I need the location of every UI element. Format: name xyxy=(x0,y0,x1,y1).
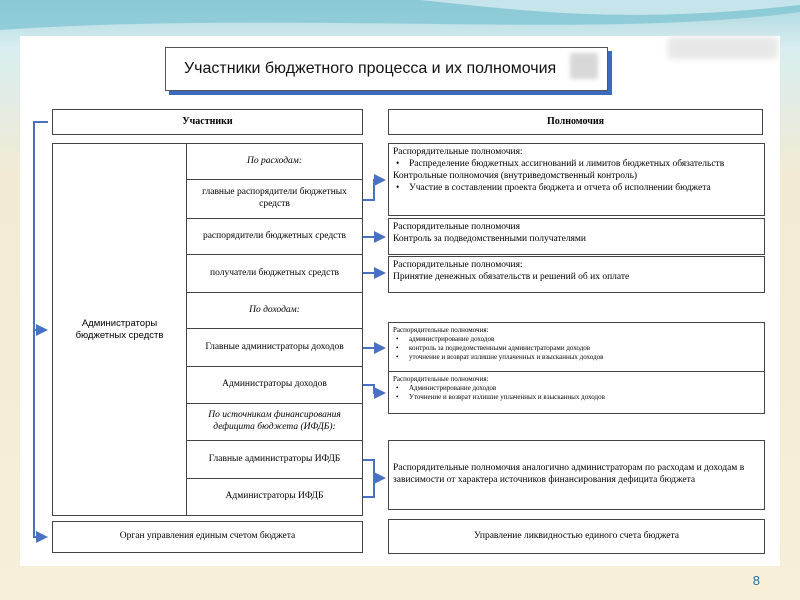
admin-block xyxy=(52,143,187,516)
powers-header: Полномочия xyxy=(388,109,763,135)
powers-main-revenue-admins xyxy=(388,322,765,372)
powers-managers-line2: Контроль за подведомственными получателями xyxy=(393,233,587,244)
page-number: 8 xyxy=(752,573,760,588)
powers-main-revenue-line1: Распорядительные полномочия: xyxy=(393,326,489,334)
powers-revenue-line1: Распорядительные полномочия: xyxy=(393,375,489,383)
powers-main-managers-bullet1: • Распределение бюджетных ассигнований и лимитов бюджетных обязательств xyxy=(393,159,760,171)
powers-single-account: Управление ликвидностью единого счета бюджета xyxy=(388,519,765,554)
powers-main-revenue-bullet: • контроль за подведомственными администраторами доходов xyxy=(393,344,760,353)
blurred-mark xyxy=(570,53,598,79)
powers-main-managers-bullet2: • Участие в составлении проекта бюджета и отчета об исполнении бюджета xyxy=(393,183,760,195)
powers-recipients-line1: Распорядительные полномочия: xyxy=(393,260,523,270)
participant-main-ifdb-admins: Главные администраторы ИФДБ xyxy=(186,440,363,479)
section-revenues: По доходам: xyxy=(186,292,363,329)
powers-ifdb-text: Распорядительные полномочия аналогично администраторам по расходам и доходам в зависимости от характера источников финансирования дефицита бюджета xyxy=(393,463,745,485)
blurred-logo xyxy=(668,37,778,59)
participant-managers: распорядители бюджетных средств xyxy=(186,218,363,255)
participant-revenue-admins: Администраторы доходов xyxy=(186,366,363,404)
section-ifdb: По источникам финансирования дефицита бюджета (ИФДБ): xyxy=(186,403,363,441)
page-title: Участники бюджетного процесса и их полномочия xyxy=(184,60,557,77)
powers-managers xyxy=(388,218,765,255)
powers-main-managers-line1: Распорядительные полномочия: xyxy=(393,147,523,157)
title-box xyxy=(165,47,608,91)
participant-ifdb-admins: Администраторы ИФДБ xyxy=(186,478,363,516)
participant-recipients: получатели бюджетных средств xyxy=(186,254,363,293)
powers-main-managers xyxy=(388,143,765,216)
participant-main-managers: главные распорядители бюджетных средств xyxy=(186,179,363,219)
powers-main-revenue-bullet: • администрирование доходов xyxy=(393,335,760,344)
powers-revenue-bullet: • Администрирование доходов xyxy=(393,384,760,393)
powers-revenue-bullet: • Уточнение и возврат излишне уплаченных и взысканных доходов xyxy=(393,393,760,402)
section-expenses: По расходам: xyxy=(186,143,363,180)
participant-main-revenue-admins: Главные администраторы доходов xyxy=(186,328,363,367)
admin-label: Администраторы бюджетных средств xyxy=(75,317,164,341)
powers-managers-line1: Распорядительные полномочия xyxy=(393,222,520,232)
powers-ifdb xyxy=(388,440,765,510)
participants-header: Участники xyxy=(52,109,363,135)
powers-recipients-line2: Принятие денежных обязательств и решений об их оплате xyxy=(393,271,630,282)
powers-revenue-admins xyxy=(388,371,765,414)
participant-single-account-body: Орган управления единым счетом бюджета xyxy=(52,521,363,553)
powers-main-managers-line2: Контрольные полномочия (внутриведомственный контроль) xyxy=(393,170,638,181)
powers-recipients xyxy=(388,256,765,293)
powers-main-revenue-bullet: • уточнение и возврат излишне уплаченных и взысканных доходов xyxy=(393,353,760,362)
